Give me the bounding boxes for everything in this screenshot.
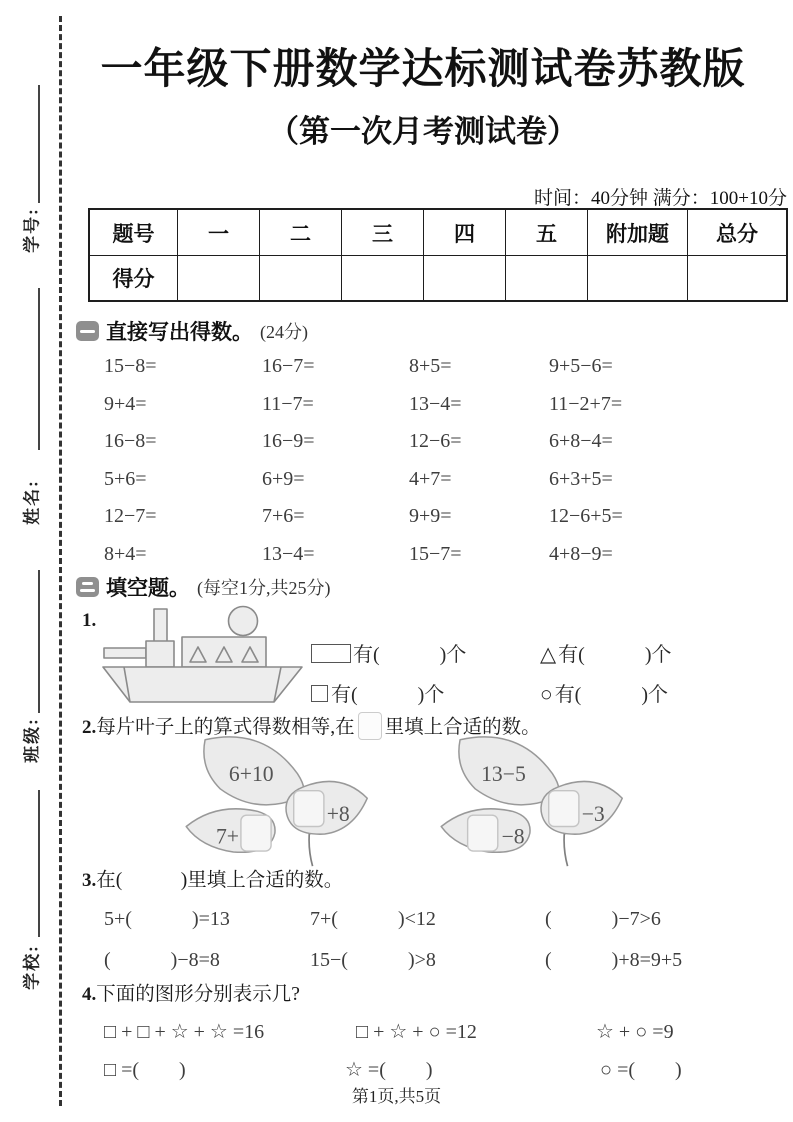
section-two-icon — [76, 577, 99, 597]
section-1-points: (24分) — [260, 322, 308, 342]
equation: 11−7= — [262, 392, 314, 415]
score-table-header-cell: 二 — [260, 210, 342, 256]
arithmetic-grid — [104, 348, 623, 573]
time-score-meta: 时间：40分钟 满分：100+10分 — [534, 188, 787, 209]
section-2-header — [76, 572, 331, 602]
page-footer: 第1页,共5页 — [351, 1087, 442, 1106]
score-row-label: 得分 — [90, 256, 178, 300]
equation: 8+4= — [104, 542, 147, 565]
score-table-header-cell: 一 — [178, 210, 260, 256]
page-title: 一年级下册数学达标测试卷苏教版 — [100, 47, 746, 93]
boat-hull — [103, 667, 302, 702]
leaf-expression: −8 — [501, 824, 525, 849]
equation: 12−6= — [409, 430, 462, 453]
boat-circle — [229, 607, 258, 636]
student-id-write-line — [38, 85, 40, 203]
score-cell-empty — [178, 256, 260, 300]
section-1-header — [76, 316, 308, 346]
equation: 8+5= — [409, 355, 452, 378]
school-label: 学校: — [22, 944, 42, 990]
equation: 13−4= — [262, 542, 315, 565]
score-table-header-cell: 题号 — [90, 210, 178, 256]
shape-answer: □ =( ) — [104, 1058, 186, 1081]
equation: 9+4= — [104, 392, 147, 415]
equation: 6+8−4= — [549, 430, 613, 453]
score-cell-empty — [506, 256, 588, 300]
question-1-number: 1. — [82, 610, 97, 631]
leaf-cluster-left — [165, 736, 380, 868]
shape-equation: □ + ☆ + ○ =12 — [356, 1020, 477, 1043]
equation: 4+8−9= — [549, 542, 613, 565]
equation: 15−7= — [409, 542, 462, 565]
student-id-label: 学号: — [22, 207, 42, 253]
square-shape — [311, 685, 328, 702]
name-label: 姓名: — [22, 479, 42, 525]
equation: 12−6+5= — [549, 505, 623, 528]
question-4-number: 4. — [82, 984, 97, 1005]
score-table-header-cell: 附加题 — [588, 210, 688, 256]
q1-answer-square: 有( )个 — [311, 678, 444, 707]
leaf-expression: 13−5 — [481, 762, 526, 787]
fill-box — [294, 791, 324, 827]
boat-figure — [100, 601, 307, 709]
equation: 9+9= — [409, 505, 452, 528]
leaf-cluster-right — [420, 736, 635, 868]
question-3-number: 3. — [82, 870, 97, 891]
score-table-header-cell: 总分 — [688, 210, 786, 256]
score-cell-empty — [588, 256, 688, 300]
equation: 11−2+7= — [549, 392, 623, 415]
equation: 9+5−6= — [549, 355, 613, 378]
equation: 7+6= — [262, 505, 305, 528]
equation: 6+9= — [262, 467, 305, 490]
equation: 15−( )>8 — [310, 949, 436, 971]
equation: 5+6= — [104, 467, 147, 490]
section-2-points: (每空1分,共25分) — [197, 578, 331, 598]
score-cell-empty — [688, 256, 786, 300]
score-cell-empty — [424, 256, 506, 300]
triangle-shape: △ — [540, 642, 557, 666]
fill-box — [549, 791, 579, 827]
score-table-header-cell: 四 — [424, 210, 506, 256]
school-write-line — [38, 790, 40, 937]
fill-box — [241, 815, 271, 851]
class-label: 班级: — [22, 717, 42, 763]
leaf-expression: 7+ — [215, 824, 240, 849]
fill-box — [468, 815, 498, 851]
q3-grid — [104, 896, 682, 978]
section-1-title: 直接写出得数。 — [106, 320, 253, 344]
circle-shape: ○ — [540, 682, 553, 706]
equation: 16−8= — [104, 430, 157, 453]
equation: 16−7= — [262, 355, 315, 378]
equation: ( )−7>6 — [545, 908, 661, 930]
score-cell-empty — [260, 256, 342, 300]
question-3-prompt: 3.在( )里填上合适的数。 — [82, 870, 344, 891]
boat-arm-rectangle — [104, 648, 146, 658]
equation: 6+3+5= — [549, 467, 613, 490]
q1-answer-circle: ○ 有( )个 — [540, 682, 669, 706]
q4-answers-row — [104, 1048, 682, 1086]
leaf-expression: −3 — [581, 801, 605, 826]
boat-mast-rectangle — [154, 609, 167, 643]
equation: 5+( )=13 — [104, 908, 230, 930]
class-write-line — [38, 570, 40, 713]
equation: 13−4= — [409, 392, 462, 415]
score-table-header-cell: 五 — [506, 210, 588, 256]
score-cell-empty — [342, 256, 424, 300]
equation: ( )+8=9+5 — [545, 949, 683, 971]
score-table — [88, 208, 788, 302]
equation: 4+7= — [409, 467, 452, 490]
shape-answer: ○ =( ) — [600, 1058, 682, 1081]
question-4-prompt: 4.下面的图形分别表示几? — [82, 984, 300, 1005]
rectangle-shape — [311, 644, 351, 663]
equation: 16−9= — [262, 430, 315, 453]
shape-answer: ☆ =( ) — [345, 1058, 433, 1081]
equation: ( )−8=8 — [104, 949, 220, 971]
cut-line-dashed — [59, 16, 62, 1106]
leaf-expression: 6+10 — [228, 762, 274, 787]
question-2-number: 2. — [82, 717, 97, 738]
equation: 12−7= — [104, 505, 157, 528]
score-table-header-cell: 三 — [342, 210, 424, 256]
q1-answer-rectangle: 有( )个 — [311, 638, 466, 667]
leaf-expression: +8 — [326, 801, 350, 826]
page-subtitle: （第一次月考测试卷） — [268, 114, 578, 149]
equation: 7+( )<12 — [310, 908, 436, 930]
question-2-prompt: 2.每片叶子上的算式得数相等,在 里填上合适的数。 — [82, 711, 541, 740]
boat-chimney-rectangle — [146, 641, 174, 667]
shape-equation: □ + □ + ☆ + ☆ =16 — [104, 1020, 265, 1043]
q1-answer-triangle: △ 有( )个 — [540, 642, 672, 666]
equation: 15−8= — [104, 355, 157, 378]
shape-equation: ☆ + ○ =9 — [596, 1020, 674, 1043]
section-2-title: 填空题。 — [106, 576, 190, 600]
name-write-line — [38, 288, 40, 450]
section-one-icon — [76, 321, 99, 341]
q4-equations-row — [104, 1012, 674, 1050]
